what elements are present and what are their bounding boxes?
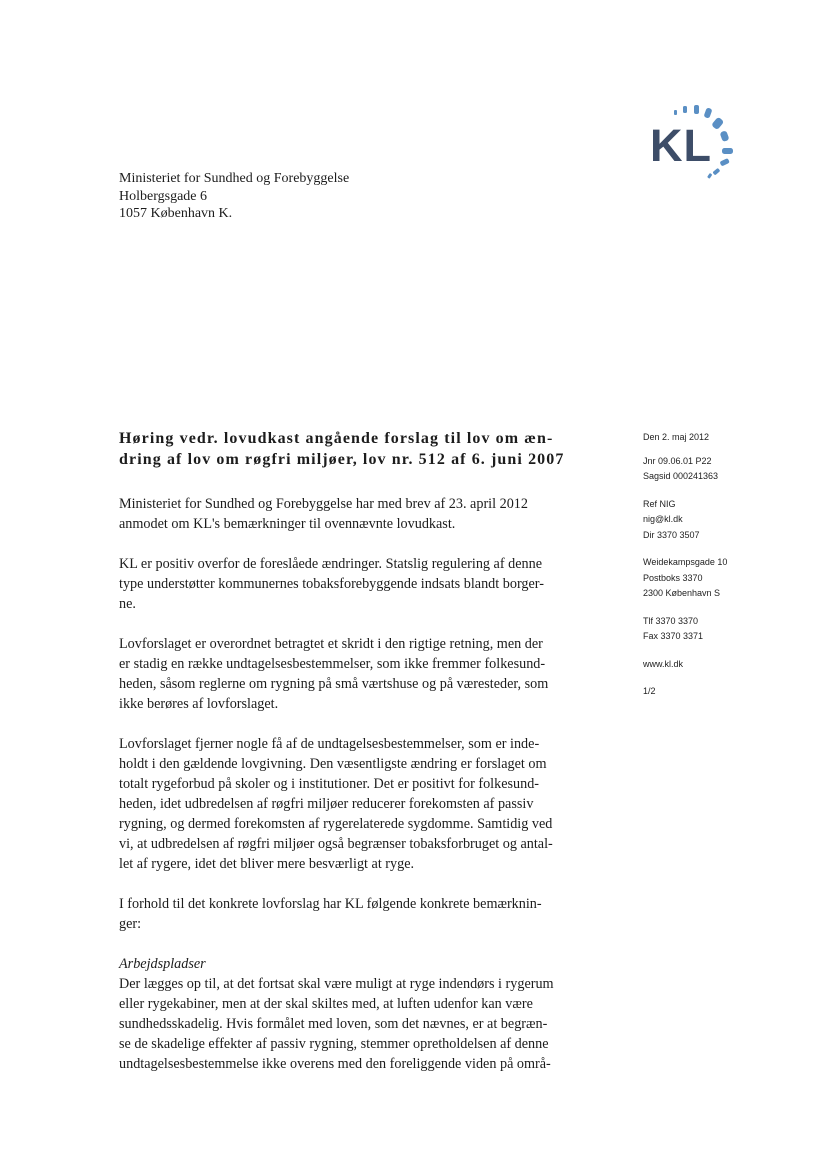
text-line: heden, idet udbredelsen af røgfri miljøer reducerer forekomsten af passiv — [119, 796, 534, 812]
text-line: holdt i den gældende lovgivning. Den væsentligste ændring er forslaget om — [119, 756, 547, 772]
paragraph-3 — [119, 634, 609, 714]
logo-text: KL — [650, 120, 712, 171]
paragraph-2 — [119, 554, 609, 614]
section-heading: Arbejdspladser — [119, 956, 206, 972]
recipient-line: Holbergsgade 6 — [119, 188, 207, 204]
contact-email: nig@kl.dk — [643, 514, 683, 524]
page-number: 1/2 — [643, 686, 656, 696]
text-line: eller rygekabiner, men at der skal skiltes med, at luften udenfor kan være — [119, 996, 533, 1012]
sender-info-column — [643, 430, 803, 700]
case-id: Sagsid 000241363 — [643, 471, 719, 481]
recipient-line: 1057 København K. — [119, 206, 233, 221]
text-line: Ministeriet for Sundhed og Forebyggelse har med brev af 23. april 2012 — [119, 496, 528, 512]
text-line: sundhedsskadelig. Hvis formålet med loven, som det nævnes, er at begræn- — [119, 1016, 548, 1032]
paragraph-5 — [119, 894, 609, 934]
text-line: anmodet om KL's bemærkninger til ovennævnte lovudkast. — [119, 516, 456, 532]
text-line: vi, at udbredelsen af røgfri miljøer også begrænser tobaksforbruget og antal- — [119, 836, 553, 852]
paragraph-6 — [119, 974, 609, 1074]
journal-number: Jnr 09.06.01 P22 — [643, 455, 712, 466]
text-line: type understøtter kommunernes tobaksforebyggende indsats blandt borger- — [119, 576, 544, 592]
text-line: heden, såsom reglerne om rygning på små værtshuse og på væresteder, som — [119, 676, 549, 692]
recipient-address — [119, 170, 349, 223]
paragraph-1 — [119, 494, 609, 534]
letter-date: Den 2. maj 2012 — [643, 432, 710, 442]
text-line: let af rygere, idet det bliver mere besværligt at ryge. — [119, 856, 415, 872]
reference: Ref NIG — [643, 498, 676, 509]
direct-phone: Dir 3370 3507 — [643, 529, 700, 540]
document-title — [119, 428, 599, 470]
postal-city: 2300 København S — [643, 588, 721, 598]
street-address: Weidekampsgade 10 — [643, 557, 728, 567]
text-line: totalt rygeforbud på skoler og i institutioner. Det er positivt for folkesund- — [119, 776, 540, 792]
text-line: KL er positiv overfor de foreslåede ændringer. Statslig regulering af denne — [119, 556, 542, 572]
text-line: Lovforslaget er overordnet betragtet et skridt i den rigtige retning, men der — [119, 636, 543, 652]
text-line: undtagelsesbestemmelse ikke overens med den foreliggende viden på områ- — [119, 1056, 551, 1072]
website: www.kl.dk — [643, 658, 684, 669]
text-line: ger: — [119, 916, 142, 932]
phone: Tlf 3370 3370 — [643, 615, 699, 626]
text-line: I forhold til det konkrete lovforslag har KL følgende konkrete bemærknin- — [119, 896, 542, 912]
text-line: Der lægges op til, at det fortsat skal være muligt at ryge indendørs i rygerum — [119, 976, 554, 992]
recipient-line: Ministeriet for Sundhed og Forebyggelse — [119, 171, 350, 186]
paragraph-4 — [119, 734, 609, 874]
fax: Fax 3370 3371 — [643, 631, 704, 641]
title-line: Høring vedr. lovudkast angående forslag til lov om æn- — [119, 430, 554, 447]
kl-logo — [646, 100, 741, 190]
text-line: se de skadelige effekter af passiv rygning, stemmer opretholdelsen af denne — [119, 1036, 549, 1052]
title-line: dring af lov om røgfri miljøer, lov nr. 512 af 6. juni 2007 — [119, 451, 565, 468]
postbox: Postboks 3370 — [643, 572, 703, 583]
text-line: Lovforslaget fjerner nogle få af de undtagelsesbestemmelser, som er inde- — [119, 736, 540, 752]
text-line: rygning, og dermed forekomsten af rygerelaterede sygdomme. Samtidig ved — [119, 816, 553, 832]
letter-body — [119, 494, 609, 1074]
text-line: er stadig en række undtagelsesbestemmelser, som ikke fremmer folkesund- — [119, 656, 546, 672]
text-line: ne. — [119, 596, 136, 612]
text-line: ikke berøres af lovforslaget. — [119, 696, 279, 712]
